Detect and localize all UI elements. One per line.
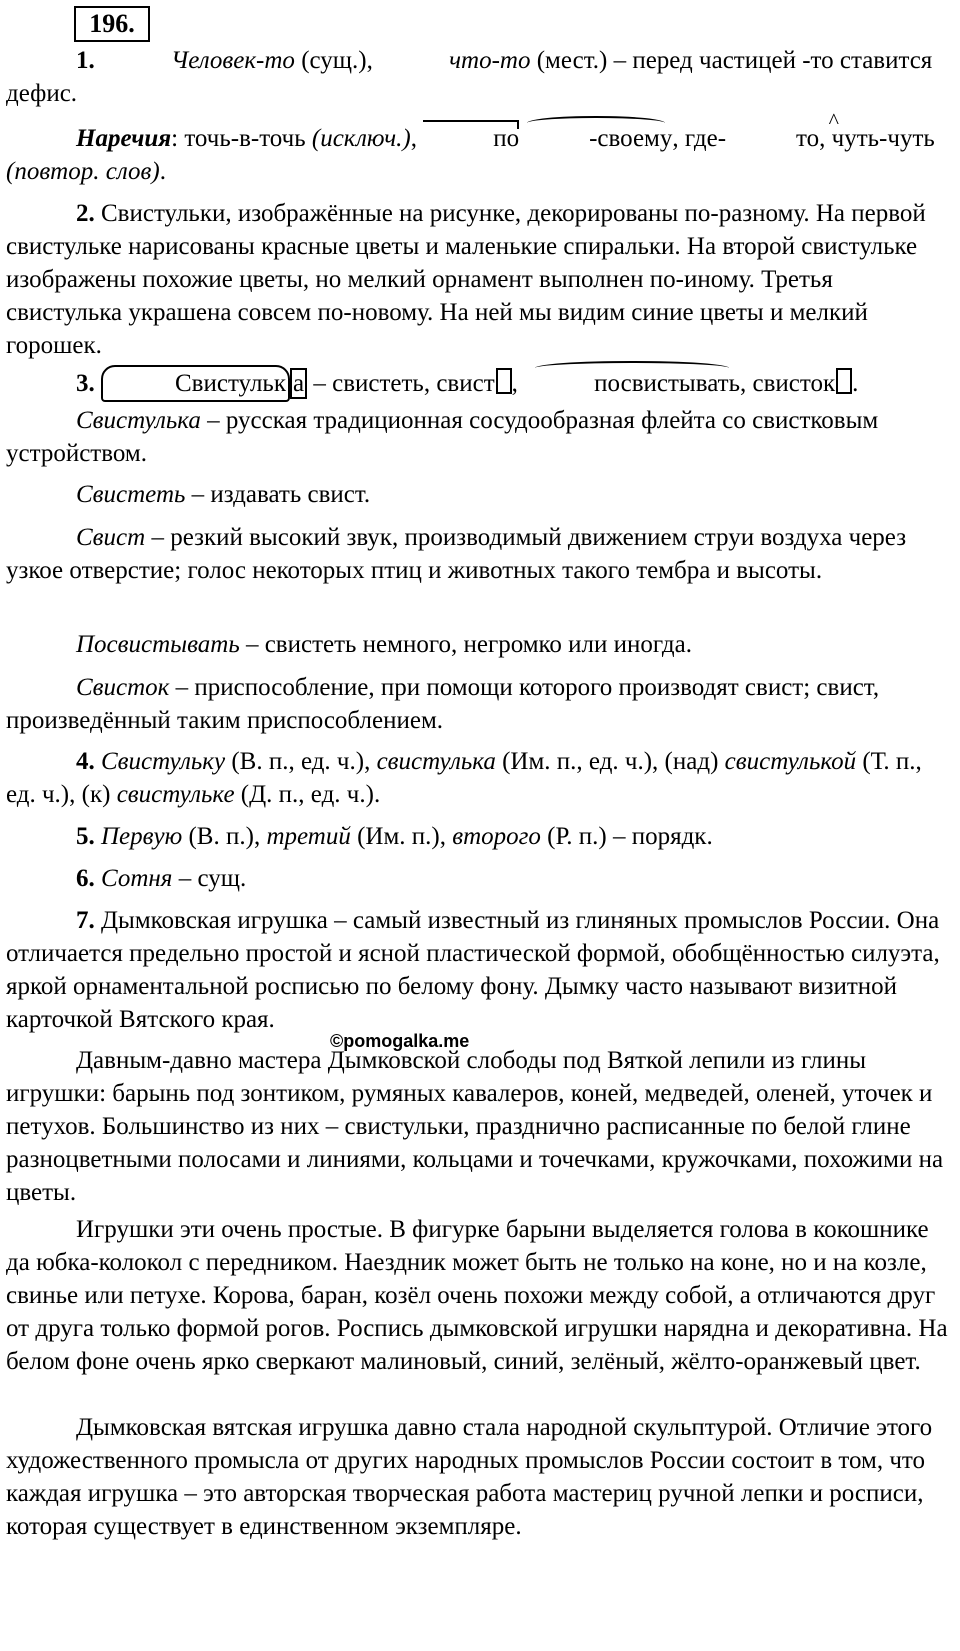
word: свистульке — [116, 781, 235, 808]
note: (исключ.) — [311, 125, 411, 152]
answer-4 — [6, 745, 954, 811]
zero-ending-box — [836, 368, 852, 394]
word: свистулькой — [724, 748, 857, 775]
text: – свистеть, свист — [307, 370, 495, 397]
text: (мест.) – перед частицей -то ставится дефис. — [6, 47, 933, 107]
answer-7-text: Дымковская игрушка – самый известный из глиняных промыслов России. Она отличается предельно простой и ясной пластической формой, обобщённостью силуэта, яркой орнаментальной росписью по белому фону. Дымку часто называют визитной карточкой Вятского края. — [6, 907, 940, 1033]
paragraph-description: Игрушки эти очень простые. В фигурке барыни выделяется голова в кокошнике да юбка-колокол с передником. Наездник может быть не только на коне, но и на козле, свинье или петухе. Корова, баран, козёл очень похожи между собой, а отличаются друг от друга только формой рогов. Роспись дымковской игрушки нарядна и декоративна. На белом фоне очень ярко сверкают малиновый, синий, зелёный, жёлто-оранжевый цвет. — [6, 1216, 948, 1375]
word: свистулька — [376, 748, 496, 775]
definition: – приспособление, при помощи которого производят свист; свист, произведённый таким приспособлением. — [6, 674, 880, 734]
definition-svistulka — [6, 404, 954, 470]
answer-3 — [6, 365, 954, 402]
suffix-to: ^ то — [726, 122, 819, 155]
item-number: 3. — [76, 370, 95, 397]
word-svistulka-stem: Свистульк — [101, 365, 290, 402]
word: третий — [266, 823, 351, 850]
adverbs-label: Наречия — [76, 125, 172, 152]
answer-2-text: Свистульки, изображённые на рисунке, декорированы по-разному. На первой свистульке нарисованы красные цветы и маленькие спиральки. На второй свистульке изображены похожие цветы, но мелкий орнамент выполнен по-иному. Третья свистулька украшена совсем по-новому. На ней мы видим синие цветы и мелкий горошек. — [6, 200, 926, 359]
term: Свисток — [76, 674, 170, 701]
prefix-po: по — [423, 122, 519, 155]
answer-5 — [6, 820, 954, 853]
word-chelovek-to: Человек-то — [171, 47, 295, 74]
word: Первую — [101, 823, 183, 850]
answer-6 — [6, 862, 954, 895]
text: (Т. п., ед. ч.), (к) — [6, 748, 922, 808]
exercise-number: 196. — [74, 6, 150, 42]
item-number: 5. — [76, 823, 95, 850]
adverbs-line — [6, 122, 954, 188]
word-svoemu: -своему — [519, 122, 672, 155]
definition-svist — [6, 521, 954, 587]
term: Свистулька — [76, 407, 201, 434]
text: (В. п., ед. ч.), — [225, 748, 377, 775]
answer-7 — [6, 904, 954, 1036]
definition-posvistyvat — [6, 628, 954, 661]
paragraph-conclusion: Дымковская вятская игрушка давно стала народной скульптурой. Отличие этого художественного промысла от других народных промыслов России состоит в том, что каждая игрушка – это авторская творческая работа мастериц ручной лепки и росписи, которая существует в единственном экземпляре. — [6, 1414, 933, 1540]
item-number: 7. — [76, 907, 95, 934]
term: Свистеть — [76, 481, 186, 508]
definition: – свистеть немного, негромко или иногда. — [239, 631, 692, 658]
text: (Им. п.), — [350, 823, 453, 850]
watermark: ©pomogalka.me — [330, 1031, 470, 1051]
definition: – резкий высокий звук, производимый движением струи воздуха через узкое отверстие; голос некоторых птиц и животных такого тембра и высоты. — [6, 524, 907, 584]
text: – сущ. — [172, 865, 247, 892]
item-number: 6. — [76, 865, 95, 892]
definition: – издавать свист. — [185, 481, 371, 508]
definition-svistet — [6, 478, 954, 511]
text: , чуть-чуть — [819, 125, 935, 152]
item-number: 4. — [76, 748, 95, 775]
text: (сущ.), — [301, 47, 373, 74]
text: , свисток — [739, 370, 836, 397]
text: , где- — [672, 125, 727, 152]
text: , — [410, 125, 417, 152]
zero-ending-box — [496, 368, 512, 394]
text: (Д. п., ед. ч.). — [234, 781, 381, 808]
word: Свистульку — [101, 748, 226, 775]
definition: – русская традиционная сосудообразная флейта со свистковым устройством. — [6, 407, 879, 467]
text: : точь-в-точь — [171, 125, 306, 152]
note: (повтор. слов) — [6, 158, 160, 185]
item-number: 1. — [76, 47, 95, 74]
term: Посвистывать — [76, 631, 240, 658]
word-posvistyvat: посвистывать — [524, 367, 740, 400]
term: Свист — [76, 524, 146, 551]
word-chto-to: что-то — [449, 47, 531, 74]
word: второго — [452, 823, 541, 850]
answer-2 — [6, 197, 954, 362]
text: (Им. п., ед. ч.), (над) — [495, 748, 725, 775]
answer-1 — [6, 44, 954, 110]
text: . — [159, 158, 166, 185]
definition-svistok — [6, 671, 954, 737]
text: (В. п.), — [182, 823, 267, 850]
word: Сотня — [101, 865, 173, 892]
paragraph-history: Давным-давно мастера Дымковской слободы под Вяткой лепили из глины игрушки: барынь под зонтиком, румяных кавалеров, коней, медведей, оленей, уточек и петухов. Большинство из них – свистульки, празднично расписанные по белой глине разноцветными полосами и линиями, кольцами и точечками, кружочками, похожими на цветы. — [6, 1047, 944, 1206]
text: , — [511, 370, 525, 397]
text: (Р. п.) – порядк. — [540, 823, 713, 850]
item-number: 2. — [76, 200, 95, 227]
ending: а — [290, 368, 307, 399]
text: . — [852, 370, 859, 397]
